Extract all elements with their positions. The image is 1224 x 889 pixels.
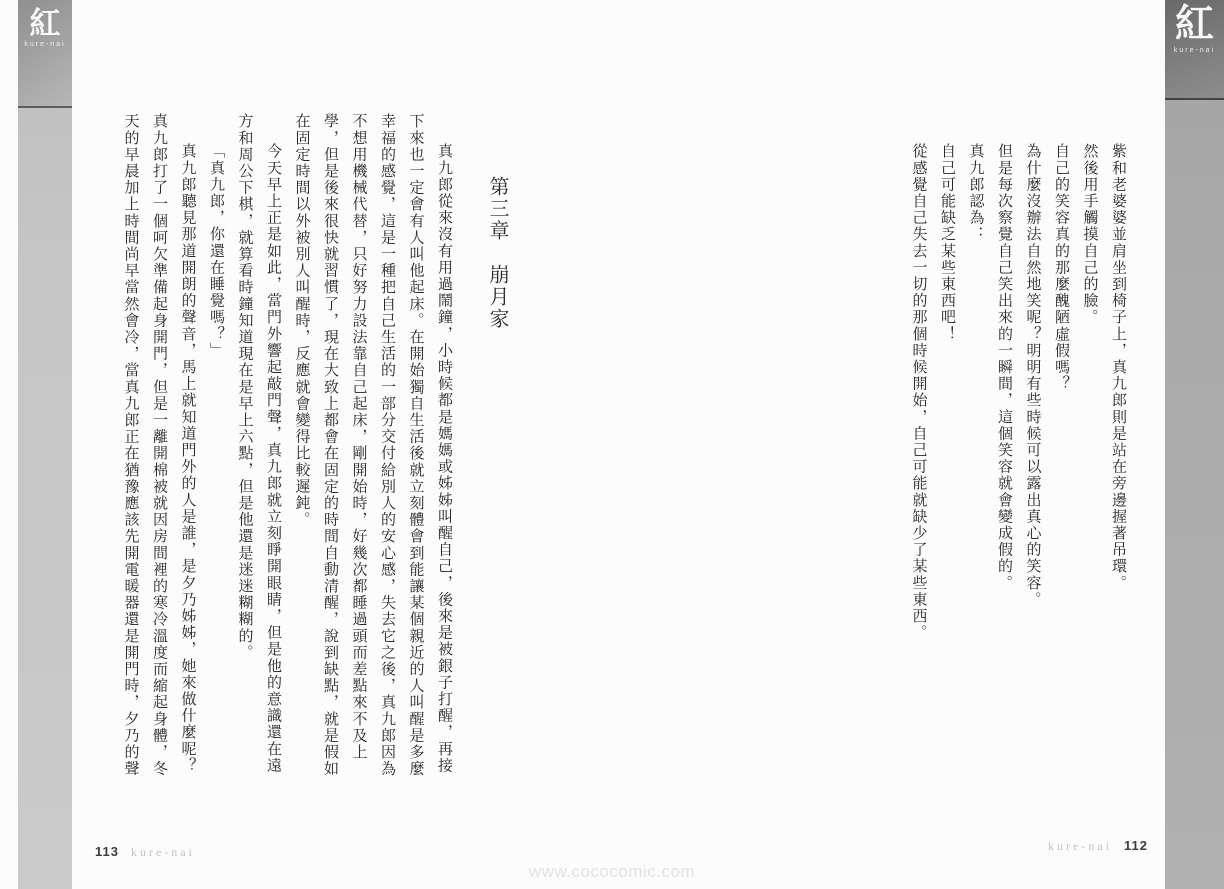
paragraph: 真九郎聽見那道開朗的聲音，馬上就知道門外的人是誰，是夕乃姊姊，她來做什麼呢？ [179, 143, 196, 774]
kurenai-logo-subtitle: kure-nai [1173, 46, 1216, 54]
kurenai-logo-kanji: 紅 [1174, 3, 1214, 46]
site-watermark: www.cococomic.com [528, 862, 696, 881]
paragraph: 真九郎打了一個呵欠準備起身開門，但是一離開棉被就因房間裡的寒冷溫度而縮起身體，冬天的早晨加上時間尚早當然會冷，當真九郎正在猶豫應該先開電暖器還是開門時，夕乃的聲 [122, 113, 167, 777]
paragraph: 自己可能缺乏某些東西吧！ [939, 143, 955, 343]
paragraph: 「真九郎，你還在睡覺嗎？」 [208, 143, 224, 359]
right-page-body-text [904, 113, 1132, 783]
paragraph: 紫和老婆婆並肩坐到椅子上，真九郎則是站在旁邊握著吊環。 [1110, 143, 1126, 592]
left-band-header [18, 0, 72, 108]
left-page-number: 113 [95, 844, 119, 859]
paragraph: 自己的笑容真的那麼醜陋虛假嗎？ [1053, 143, 1069, 392]
paragraph: 真九郎從來沒有用過鬧鐘，小時候都是媽媽或姊姊叫醒自己，後來是被銀子打醒，再接下來也一定會有人叫他起床。在開始獨自生活後就立刻體會到能讓某個親近的人叫醒是多麼幸福的感覺，這是一種把自己生活的一部分交付給別人的安心感，失去它之後，真九郎因為不想用機械代替，只好努力設法靠自己起床，剛開始時，好幾次都睡過頭而差點來不及上學，但是後來很快就習慣了，現在大致上都會在固定的時間自動清醒，說到缺點，就是假如在固定時間以外被別人叫醒時，反應就會變得比較遲鈍。 [293, 113, 452, 777]
paragraph: 今天早上正是如此，當門外響起敲門聲，真九郎就立刻睜開眼睛，但是他的意識還在遠方和周公下棋，就算看時鐘知道現在是早上六點，但是他還是迷迷糊糊的。 [236, 113, 281, 774]
left-edge-band [18, 0, 72, 889]
left-page-footer [95, 844, 195, 860]
paragraph: 真九郎認為： [967, 143, 984, 243]
right-band-header [1165, 0, 1224, 100]
kurenai-logo-kanji: 紅 [29, 6, 61, 41]
paragraph: 然後用手觸摸自己的臉。 [1081, 143, 1098, 326]
left-page-body-text [116, 113, 458, 783]
right-page-footer [1048, 838, 1148, 854]
paragraph: 為什麼沒辦法自然地笑呢？明明有些時候可以露出真心的笑容。 [1024, 143, 1041, 608]
kurenai-logo-subtitle: kure-nai [24, 41, 66, 49]
paragraph: 從感覺自己失去一切的那個時候開始，自己可能就缺少了某些東西。 [910, 143, 927, 641]
right-footer-brand: kure-nai [1048, 839, 1113, 853]
right-edge-band [1165, 0, 1224, 889]
right-page-number: 112 [1124, 838, 1148, 853]
paragraph: 但是每次察覺自己笑出來的一瞬間，這個笑容就會變成假的。 [996, 143, 1012, 592]
chapter-heading: 第三章 崩月家 [486, 176, 508, 330]
left-footer-brand: kure-nai [130, 845, 195, 859]
